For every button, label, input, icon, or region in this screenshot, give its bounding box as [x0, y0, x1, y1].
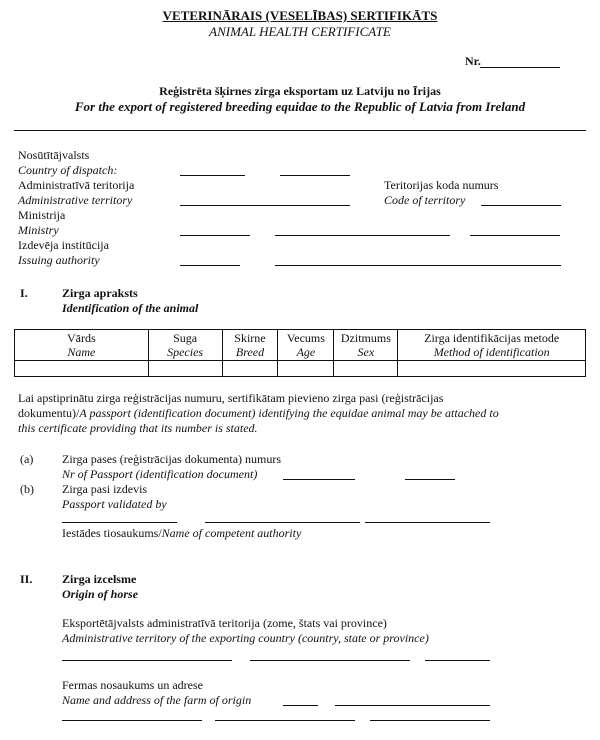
cell-sex[interactable] — [334, 361, 398, 377]
validated-line-1 — [62, 522, 177, 523]
header-divider — [14, 130, 586, 131]
territory-line-3 — [425, 660, 490, 661]
admin-lv: Administratīvā teritorija — [18, 178, 135, 192]
farm-line-2 — [335, 705, 490, 706]
item-b-label: (b) — [20, 482, 34, 496]
passport-note-line1: Lai apstiprinātu zirga reģistrācijas numuru, sertifikātam pievieno zirga pasi (reģistrācijas — [18, 391, 444, 405]
item-a-lv: Zirga pases (reģistrācijas dokumenta) numurs — [62, 452, 282, 466]
country-en: Country of dispatch: — [18, 163, 118, 177]
section1-title-en: Identification of the animal — [62, 301, 199, 315]
farm-line-5 — [370, 720, 490, 721]
col-sex: Dzitmums Sex — [334, 330, 398, 361]
ministry-line-3 — [470, 235, 560, 236]
title-lv: VETERINĀRAIS (VESELĪBAS) SERTIFIKĀTS — [162, 8, 438, 23]
col-method: Zirga identifikācijas metode Method of identification — [398, 330, 586, 361]
subtitle-lv: Reģistrēta šķirnes zirga eksportam uz Latviju no Īrijas — [159, 84, 441, 98]
passport-note-line2: dokumentu)/A passport (identification document) identifying the equidae animal may be attached to — [18, 406, 499, 420]
col-species: Suga Species — [148, 330, 222, 361]
section2-number: II. — [20, 572, 33, 586]
title-en: ANIMAL HEALTH CERTIFICATE — [209, 24, 391, 39]
farm-en: Name and address of the farm of origin — [62, 693, 252, 707]
item-a-en: Nr of Passport (identification document) — [62, 467, 258, 481]
code-lv: Teritorijas koda numurs — [384, 178, 499, 192]
authority-label: Iestādes tiosaukums/Name of competent authority — [62, 526, 302, 540]
issuing-line-2 — [275, 265, 561, 266]
territory-line-1 — [62, 660, 232, 661]
validated-line-3 — [365, 522, 490, 523]
item-b-en: Passport validated by — [62, 497, 167, 511]
code-en: Code of territory — [384, 193, 466, 207]
country-line-1 — [180, 175, 245, 176]
item-b-lv: Zirga pasi izdevis — [62, 482, 148, 496]
section2-title-lv: Zirga izcelsme — [62, 572, 137, 586]
cell-species[interactable] — [148, 361, 222, 377]
ministry-en: Ministry — [18, 223, 59, 237]
col-name: Vārds Name — [15, 330, 149, 361]
cell-method[interactable] — [398, 361, 586, 377]
territory-en: Administrative territory of the exporting country (country, state or province) — [62, 631, 429, 645]
territory-lv: Eksportētājvalsts administratīvā teritorija (zome, štats vai province) — [62, 616, 387, 630]
item-a-label: (a) — [20, 452, 34, 466]
nr-label: Nr. — [465, 54, 481, 68]
ministry-line-1 — [180, 235, 250, 236]
passport-number-line-2 — [405, 479, 455, 480]
ministry-lv: Ministrija — [18, 208, 66, 222]
territory-line-2 — [250, 660, 410, 661]
nr-line — [480, 67, 560, 68]
issuing-line-1 — [180, 265, 240, 266]
issuing-en: Issuing authority — [18, 253, 100, 267]
issuing-lv: Izdevēja institūcija — [18, 238, 109, 252]
ministry-line-2 — [275, 235, 450, 236]
farm-line-4 — [215, 720, 355, 721]
section1-title-lv: Zirga apraksts — [62, 286, 138, 300]
admin-line — [180, 205, 350, 206]
col-breed: Skirne Breed — [222, 330, 278, 361]
section1-number: I. — [20, 286, 28, 300]
passport-number-line-1 — [283, 479, 355, 480]
country-line-2 — [280, 175, 350, 176]
cell-name[interactable] — [15, 361, 149, 377]
country-lv: Nosūtītājvalsts — [18, 148, 90, 162]
farm-line-1 — [283, 705, 318, 706]
table-row — [15, 361, 586, 377]
cell-breed[interactable] — [222, 361, 278, 377]
farm-line-3 — [62, 720, 202, 721]
validated-line-2 — [205, 522, 360, 523]
cell-age[interactable] — [278, 361, 334, 377]
table-header-row — [15, 330, 586, 361]
subtitle-en: For the export of registered breeding equidae to the Republic of Latvia from Ireland — [74, 99, 526, 114]
identification-table — [14, 329, 586, 377]
col-age: Vecums Age — [278, 330, 334, 361]
section2-title-en: Origin of horse — [62, 587, 139, 601]
code-line — [481, 205, 561, 206]
passport-note-line3: this certificate providing that its number is stated. — [18, 421, 258, 435]
admin-en: Administrative territory — [18, 193, 133, 207]
farm-lv: Fermas nosaukums un adrese — [62, 678, 203, 692]
